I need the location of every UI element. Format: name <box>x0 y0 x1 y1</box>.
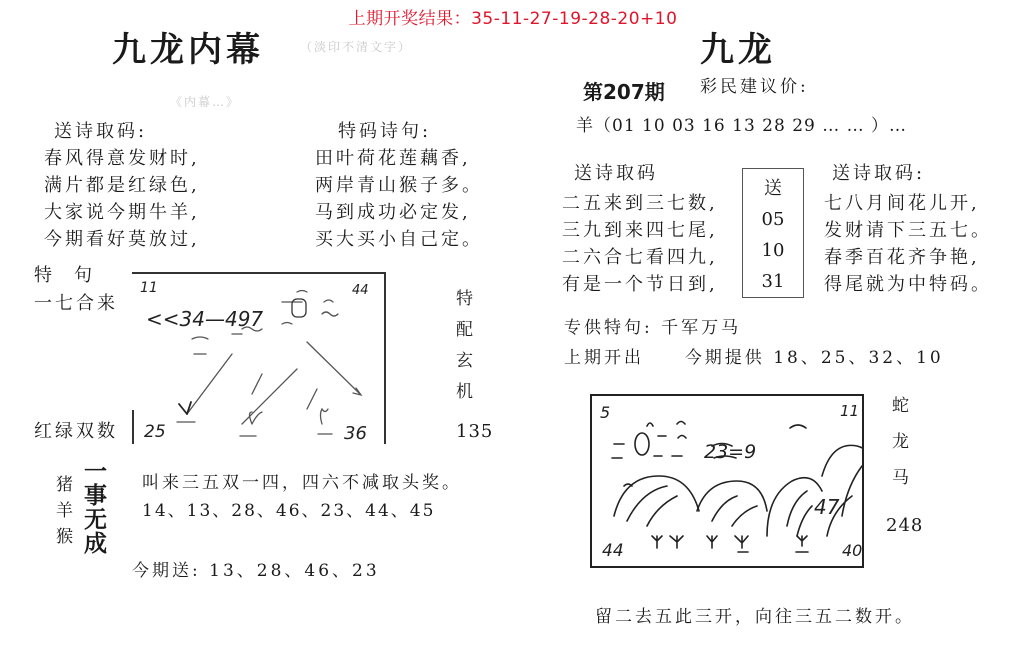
today-provide-numbers: 18、25、32、10 <box>773 348 944 368</box>
today-send-label: 今期送: <box>132 561 201 581</box>
numbers-line: 14、13、28、46、23、44、45 <box>142 501 436 521</box>
right-left-poem-heading: 送诗取码 <box>574 163 658 184</box>
verse: 叫来三五双一四，四六不减取头奖。 <box>142 473 462 493</box>
today-send-numbers: 13、28、46、23 <box>209 561 380 581</box>
sketch-left-edge <box>132 410 134 444</box>
sketch-handwriting: <<34—497 <box>146 307 264 331</box>
side-char: 马 <box>892 468 909 488</box>
poem-line: 二六合七看四九, <box>562 247 718 268</box>
send-box-number: 10 <box>761 240 785 261</box>
zodiac-char: 猴 <box>56 527 73 547</box>
last-issue-label: 上期开出 <box>564 348 644 368</box>
special-phrase-row <box>564 315 741 342</box>
right-side-number: 248 <box>886 515 924 536</box>
sketch-drawing <box>592 396 862 566</box>
sketch-corner-br: 40 <box>842 541 862 560</box>
poem-line: 二五来到三七数, <box>562 193 718 214</box>
sketch-corner-tl: 5 <box>600 403 611 422</box>
side-char: 蛇 <box>892 396 909 416</box>
poem-line: 发财请下三五七。 <box>824 220 992 241</box>
special-label: 特 句 <box>34 265 94 286</box>
idiom-char: 无 <box>84 506 107 533</box>
poem-line: 春季百花齐争艳, <box>824 247 980 268</box>
poem-line: 得尾就为中特码。 <box>824 274 992 295</box>
sketch-corner-tr: 11 <box>840 402 860 420</box>
right-sketch <box>590 394 864 568</box>
last-result-label: 上期开奖结果： <box>348 9 472 29</box>
sketch-corner-bl: 25 <box>144 422 166 442</box>
special-phrase-label: 专供特句: <box>564 318 653 338</box>
left-sketch <box>132 272 386 444</box>
today-provide-label: 今期提供 <box>684 348 765 368</box>
send-box-number: 05 <box>761 209 785 230</box>
special-phrase-value: 千军万马 <box>661 318 742 338</box>
footer-verse: 留二去五此三开，向往三五二数开。 <box>595 607 915 627</box>
right-left-poem <box>562 190 718 298</box>
faint-subtitle: （淡印不清文字） <box>300 40 413 54</box>
right-right-poem <box>824 190 992 298</box>
poem-line: 满片都是红绿色, <box>44 175 200 196</box>
sketch-handwriting: 23=9 <box>704 441 757 463</box>
sketch-corner-tl: 11 <box>140 280 158 296</box>
poem-line: 三九到来四七尾, <box>562 220 718 241</box>
side-vertical <box>456 284 473 408</box>
poem-line: 马到成功必定发, <box>315 202 471 223</box>
right-side-vertical <box>892 388 909 496</box>
price-label: 彩民建议价: <box>700 77 809 97</box>
special-phrase: 一七合来 <box>34 293 118 314</box>
sketch-mark: 47 <box>814 495 840 519</box>
send-numbers-box <box>742 168 804 298</box>
poem-line: 两岸青山猴子多。 <box>315 175 483 196</box>
side-char: 玄 <box>456 351 473 371</box>
idiom-vertical <box>84 460 107 556</box>
price <box>700 74 809 101</box>
right-right-poem-heading: 送诗取码: <box>832 163 926 184</box>
side-char: 机 <box>456 382 473 402</box>
zodiac-numbers-line: 羊（01 10 03 16 13 28 29 … … ）… <box>576 116 908 136</box>
idiom-char: 成 <box>84 530 107 557</box>
color-label: 红绿双数 <box>34 421 118 442</box>
left-poem <box>44 145 200 253</box>
poem-line: 春风得意发财时, <box>44 148 200 169</box>
idiom-char: 一 <box>84 458 107 485</box>
special-poem <box>315 145 483 253</box>
side-char: 龙 <box>892 432 909 452</box>
last-result-numbers: 35-11-27-19-28-20+10 <box>471 9 678 29</box>
issue-number: 第207期 <box>583 80 665 104</box>
side-char: 配 <box>456 320 473 340</box>
poem-line: 大家说今期牛羊, <box>44 202 200 223</box>
sketch-corner-br: 36 <box>344 423 367 444</box>
faint-caption: 《内幕…》 <box>170 95 241 109</box>
idiom-char: 事 <box>84 482 107 509</box>
zodiac-char: 羊 <box>56 501 73 521</box>
last-issue-row <box>564 345 944 372</box>
special-poem-heading: 特码诗句: <box>338 121 432 142</box>
poem-line: 七八月间花儿开, <box>824 193 980 214</box>
today-send <box>132 558 380 585</box>
poem-line: 今期看好莫放过, <box>44 229 200 250</box>
send-box-label: 送 <box>764 178 782 199</box>
sketch-corner-bl: 44 <box>602 541 624 561</box>
left-panel-title: 九龙内幕 <box>112 30 264 70</box>
side-number: 135 <box>456 421 494 442</box>
poem-line: 田叶荷花莲藕香, <box>315 148 471 169</box>
send-box-number: 31 <box>761 271 785 292</box>
poem-line: 有是一个节日到, <box>562 274 718 295</box>
left-poem-heading: 送诗取码: <box>54 121 148 142</box>
sketch-corner-tr: 44 <box>352 283 369 298</box>
zodiac-vertical <box>56 472 73 550</box>
zodiac-char: 猪 <box>56 475 73 495</box>
sketch-drawing <box>132 274 384 444</box>
side-char: 特 <box>456 289 473 309</box>
right-panel-title: 九龙 <box>700 30 776 70</box>
poem-line: 买大买小自己定。 <box>315 229 483 250</box>
